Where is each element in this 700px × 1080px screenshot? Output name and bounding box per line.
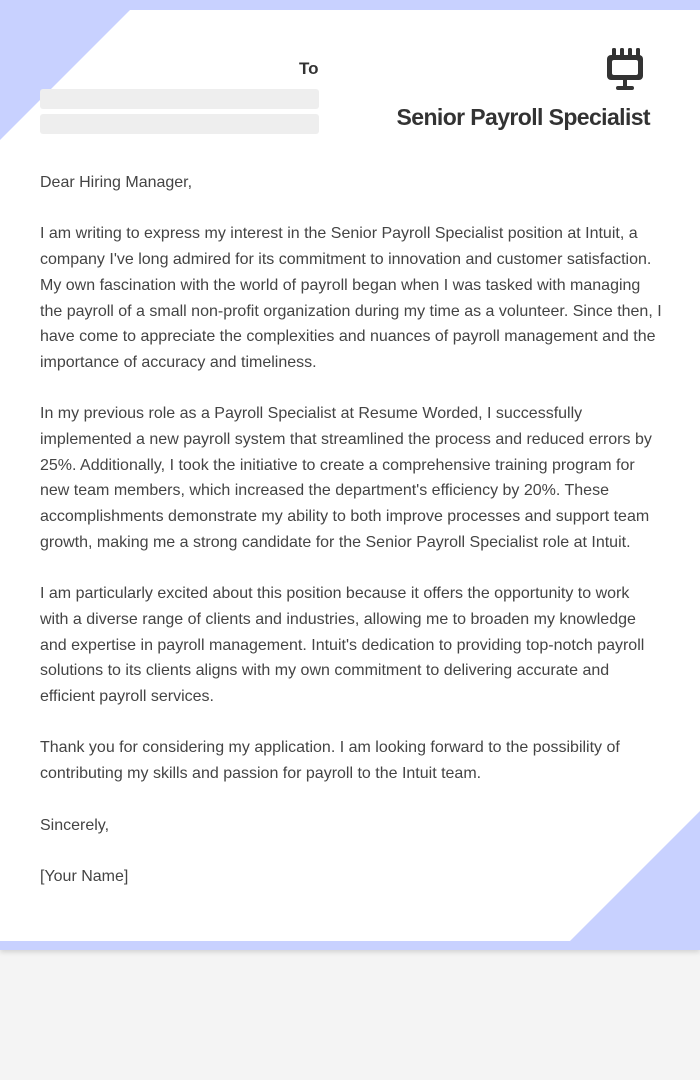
closing: Sincerely, <box>40 816 110 834</box>
letter-body <box>40 170 662 915</box>
letter-page <box>0 10 700 941</box>
signature-name: [Your Name] <box>40 867 129 885</box>
letter-paragraph: In my previous role as a Payroll Specialist at Resume Worded, I successfully implemented a new payroll system that streamlined the process and reduced errors by 25%. Additionally, I took the initiative to create a comprehensive training program for new team members, which increased the department's efficiency by 20%. These accomplishments demonstrate my ability to both improve processes and support team growth, making me a strong candidate for the Senior Payroll Specialist role at Intuit. <box>40 405 652 551</box>
payroll-register-icon <box>603 45 647 91</box>
job-title: Senior Payroll Specialist <box>396 104 650 130</box>
recipient-address-line <box>40 89 319 109</box>
letter-paragraph: I am particularly excited about this position because it offers the opportunity to work with a diverse range of clients and industries, allowing me to broaden my knowledge and expertise in payroll management. Intuit's dedication to providing top-notch payroll solutions to its clients aligns with my own commitment to delivering accurate and efficient payroll services. <box>40 585 645 706</box>
to-label: To <box>299 59 319 78</box>
salutation: Dear Hiring Manager, <box>40 174 193 191</box>
letter-paragraph: I am writing to express my interest in the Senior Payroll Specialist position at Intuit, a company I've long admired for its commitment to innovation and customer satisfaction. My own fascination with the world of payroll began when I was tasked with managing the payroll of a small non-profit organization during my time as a volunteer. Since then, I have come to appreciate the complexities and nuances of payroll management and the importance of accuracy and timeliness. <box>40 225 662 371</box>
recipient-address-line <box>40 114 319 134</box>
letter-paragraph: Thank you for considering my application. I am looking forward to the possibility of contributing my skills and passion for payroll to the Intuit team. <box>40 739 620 783</box>
